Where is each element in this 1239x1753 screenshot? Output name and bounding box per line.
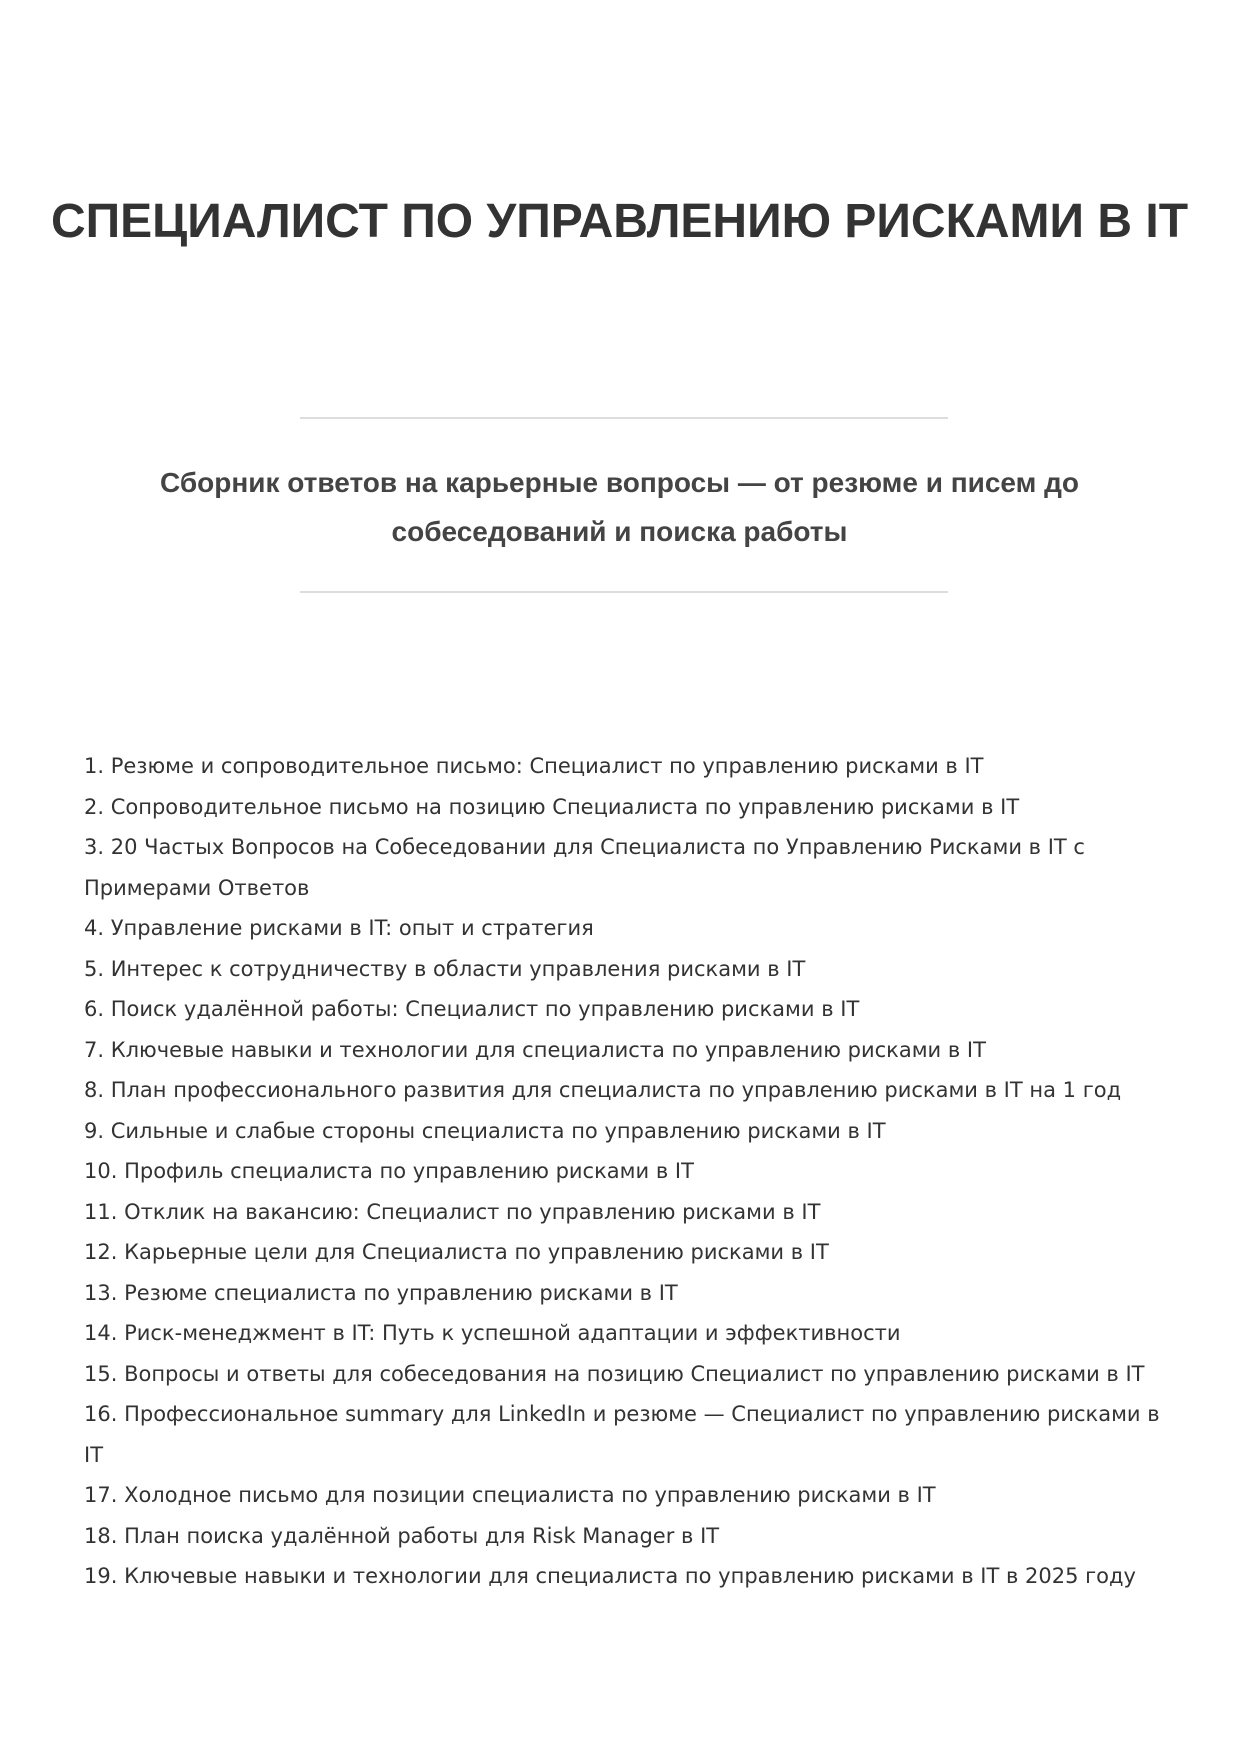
toc-item: 5. Интерес к сотрудничеству в области управления рисками в IT [84,956,806,981]
toc-item: 16. Профессиональное summary для LinkedIn и резюме — Специалист по управлению рисками в IT [84,1402,1160,1467]
table-of-contents [84,746,1169,1597]
toc-item: 18. План поиска удалённой работы для Risk Manager в IT [84,1523,720,1548]
toc-item: 9. Сильные и слабые стороны специалиста по управлению рисками в IT [84,1118,886,1143]
toc-item: 14. Риск-менеджмент в IT: Путь к успешной адаптации и эффективности [84,1321,901,1345]
toc-item: 1. Резюме и сопроводительное письмо: Специалист по управлению рисками в IT [84,754,984,778]
toc-item: 17. Холодное письмо для позиции специалиста по управлению рисками в IT [84,1483,936,1507]
toc-item: 8. План профессионального развития для специалиста по управлению рисками в IT на 1 год [84,1078,1122,1102]
toc-item: 7. Ключевые навыки и технологии для специалиста по управлению рисками в IT [84,1037,986,1062]
toc-item: 13. Резюме специалиста по управлению рисками в IT [84,1280,678,1305]
divider-top [300,417,948,419]
toc-item: 19. Ключевые навыки и технологии для специалиста по управлению рисками в IT в 2025 году [84,1564,1136,1588]
toc-item: 3. 20 Частых Вопросов на Собеседовании для Специалиста по Управлению Рисками в IT с Примерами Ответов [84,835,1085,900]
toc-item: 4. Управление рисками в IT: опыт и стратегия [84,916,594,940]
toc-item: 10. Профиль специалиста по управлению рисками в IT [84,1159,694,1183]
toc-item: 2. Сопроводительное письмо на позицию Специалиста по управлению рисками в IT [84,794,1020,819]
toc-item: 6. Поиск удалённой работы: Специалист по управлению рисками в IT [84,997,860,1021]
toc-item: 15. Вопросы и ответы для собеседования на позицию Специалист по управлению рисками в IT [84,1361,1145,1386]
document-title: СПЕЦИАЛИСТ ПО УПРАВЛЕНИЮ РИСКАМИ В IT [50,195,1189,248]
toc-item: 11. Отклик на вакансию: Специалист по управлению рисками в IT [84,1199,821,1224]
toc-item: 12. Карьерные цели для Специалиста по управлению рисками в IT [84,1240,829,1264]
document-subtitle: Сборник ответов на карьерные вопросы — от резюме и писем до собеседований и поиска работы [160,467,1079,547]
divider-bottom [300,591,948,593]
